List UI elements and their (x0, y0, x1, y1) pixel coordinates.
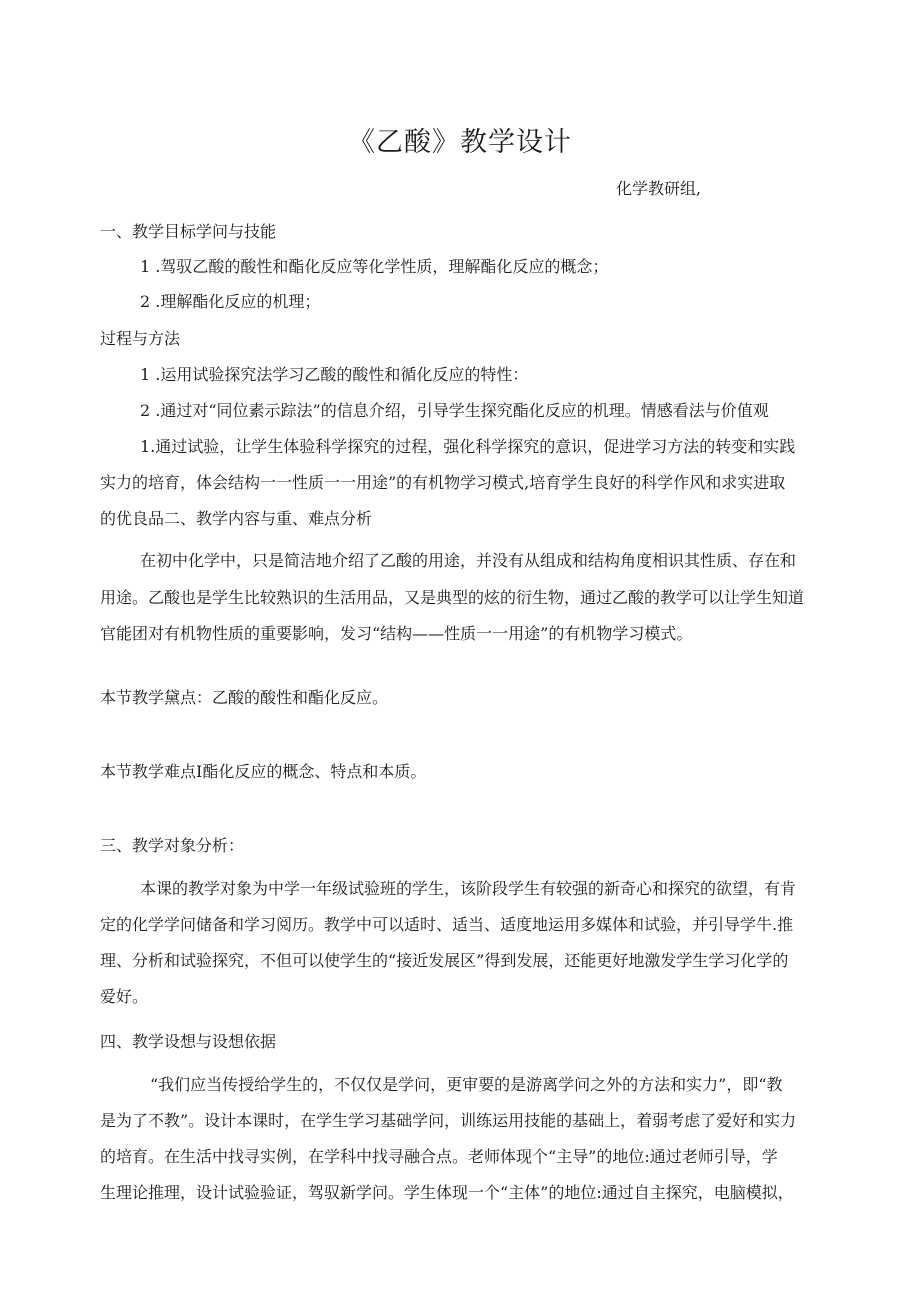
knowledge-item-2: 2 .理解酯化反应的机理； (140, 292, 321, 311)
difficulty-point: 本节教学难点I酯化反应的概念、特点和本质。 (100, 762, 427, 781)
emotion-item-line-1: 1.通过试验，让学生体验科学探究的过程，强化科学探究的意识，促进学习方法的转变和实践 (140, 437, 796, 456)
process-heading: 过程与方法 (100, 329, 181, 348)
content-paragraph-line-3: 官能团对有机物性质的重要影响，发习“结构——性质一一用途”的有机物学习模式。 (100, 624, 693, 643)
design-paragraph-line-2: 是为了不教”。设计本课时，在学生学习基础学问，训练运用技能的基础上，着弱考虑了爱好和实力 (100, 1111, 797, 1130)
students-paragraph-line-3: 理、分析和试验探究，不但可以使学生的“接近发展区”得到发展，还能更好地激发学生学习化学的 (100, 951, 789, 970)
design-paragraph-line-3: 的培育。在生活中找寻实例，在学科中找寻融合点。老师体现个“主导”的地位:通过老师引导，学 (100, 1147, 778, 1166)
students-paragraph-line-2: 定的化学学问储备和学习阅历。教学中可以适时、适当、适度地运用多媒体和试验，并引导学牛.推 (100, 915, 794, 934)
design-paragraph-line-1: “我们应当传授给学生的，不仅仅是学问，更审要的是游离学问之外的方法和实力”，即“教 (150, 1075, 783, 1094)
section-heading-students: 三、教学对象分析： (100, 836, 245, 855)
process-item-1: 1 .运用试验探究法学习乙酸的酸性和循化反应的特性： (140, 365, 529, 384)
design-paragraph-line-4: 生理论推理，设计试验验证，驾驭新学问。学生体现一个“主体”的地位:通过自主探究，电脑模拟， (100, 1183, 794, 1202)
emotion-item-line-2: 实力的培育，体会结构一一性质一一用途”的有机物学习模式,培育学生良好的科学作风和求实进取 (100, 473, 786, 492)
document-title: 《乙酸》教学设计 (348, 127, 572, 158)
content-paragraph-line-2: 用途。乙酸也是学生比较熟识的生活用品，又是典型的炫的衍生物，通过乙酸的教学可以让学生知道 (100, 588, 805, 607)
knowledge-item-1: 1 .驾驭乙酸的酸性和酯化反应等化学性质，理解酯化反应的概念； (140, 257, 609, 276)
key-point: 本节教学黛点：乙酸的酸性和酯化反应。 (100, 688, 389, 707)
section-heading-design: 四、教学设想与设想依据 (100, 1032, 277, 1051)
process-item-2: 2 .通过对“同位素示踪法”的信息介绍，引导学生探究酯化反应的机理。情感看法与价值观 (140, 401, 769, 420)
author-line: 化学教研组, (616, 179, 702, 198)
content-paragraph-line-1: 在初中化学中，只是简洁地介绍了乙酸的用途，并没有从组成和结构角度相识其性质、存在和 (140, 551, 797, 570)
section-heading-goals: 一、教学目标学问与技能 (100, 222, 277, 241)
students-paragraph-line-4: 爱好。 (100, 987, 149, 1006)
emotion-item-line-3: 的优良品二、教学内容与重、难点分析 (100, 509, 373, 528)
students-paragraph-line-1: 本课的教学对象为中学一年级试验班的学生，该阶段学生有较强的新奇心和探究的欲望，有肯 (140, 879, 797, 898)
